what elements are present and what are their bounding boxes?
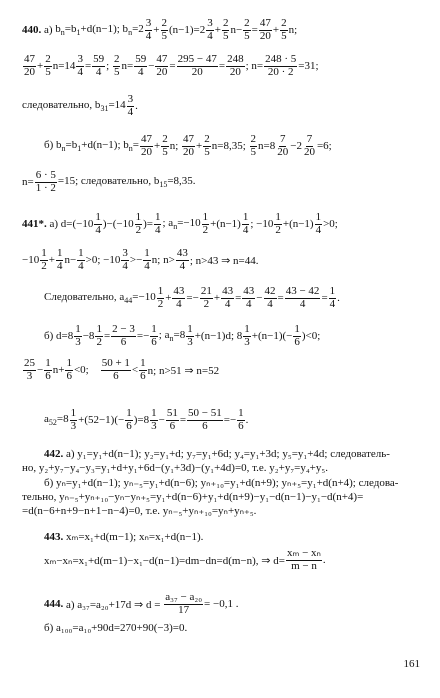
text: =31; <box>298 60 319 73</box>
text: . <box>337 292 340 305</box>
text: б) $b_n=b_1+d(n-1)$; $b_n=$ <box>44 139 139 154</box>
text: −2 <box>290 140 302 153</box>
text: n+ <box>52 364 65 377</box>
text: − <box>256 292 263 305</box>
text: +(n−1) <box>282 218 314 231</box>
fraction: $\frac{1}{6}$ <box>126 407 132 432</box>
text: =6; <box>316 140 332 153</box>
text: n=8,35; <box>211 140 246 153</box>
text: ; $a_n=8$ <box>158 329 186 344</box>
text: >0; −10 <box>85 254 121 267</box>
text: n; <box>169 140 179 153</box>
text: n= <box>121 60 134 73</box>
fraction: $\frac{1}{6}$ <box>140 357 146 382</box>
text: xₘ=x₁+d(m−1); xₙ=x₁+d(n−1). <box>66 531 204 543</box>
fraction: $\frac{47}{20}$ <box>24 53 35 78</box>
fraction: $\frac{2}{5}$ <box>281 17 287 42</box>
text: б) yₙ=y₁+d(n−1); yₙ₋₅=y₁+d(n−6); yₙ₊₁₀=y₁+d(n+9); yₙ₊₅=y₁+d(n+4); следова- <box>44 477 399 489</box>
fraction: $\frac{1}{6}$ <box>238 407 244 432</box>
text: тельно, yₙ₋₅+yₙ₊₁₀−yₙ−yₙ₊₅=y₁+d(n−6)+y₁+d(n+9)−y₁−d(n−1)−y₁−d(n+4)= <box>22 491 364 503</box>
p440-line3: следовательно, $b_{31}=14$ $\frac{3}{4}$ . <box>22 93 138 118</box>
text: следовательно, $b_{31}=14$ <box>22 99 126 114</box>
text: б) d=8 <box>44 330 74 343</box>
fraction: $\frac{1}{4}$ <box>78 247 84 272</box>
text: но, y₂+y₇−y₄−y₃=y₁+d+y₁+6d−(y₁+3d)−(y₁+4d)=0, т.е. y₂+y₇=y₄+y₅. <box>22 462 328 474</box>
text: =15; следовательно, $b_{15}=8,35$. <box>57 175 196 190</box>
fraction: $\frac{43}{4}$ <box>243 285 255 310</box>
fraction: $\frac{1}{3}$ <box>75 323 81 348</box>
text: n; <box>288 24 298 37</box>
text: = <box>84 60 92 73</box>
fraction: $\frac{1}{4}$ <box>56 247 63 272</box>
text: $a_{52}=8$ <box>44 413 69 428</box>
p441-line2 <box>22 248 259 272</box>
text: n=14 <box>52 60 76 73</box>
text: $b_n=b_1+d(n-1)$; $b_n=2$ <box>55 23 144 38</box>
text: n− <box>64 254 77 267</box>
text: )=8 <box>133 414 150 427</box>
text: >0; <box>323 218 338 231</box>
text: ; $a_n=-10$ <box>162 217 201 232</box>
fraction: $\frac{1}{6}$ <box>66 357 72 382</box>
p444-line1 <box>44 592 238 616</box>
problem-number: 444. <box>44 598 64 611</box>
fraction: $\frac{2}{5}$ <box>113 53 120 78</box>
fraction: $\frac{21}{2}$ <box>200 285 212 310</box>
text: . <box>322 554 326 567</box>
text: а) a₃₇=a₂₀+17d ⇒ d = <box>66 598 161 611</box>
text: = <box>218 60 226 73</box>
problem-number: 440. <box>22 24 42 37</box>
fraction: $\frac{1}{3}$ <box>244 323 250 348</box>
p441-line3: Следовательно, $a_{44}=-10$ $\frac{1}{2}$ + $\frac{43}{4}$ =− $\frac{21}{2}$ + $\frac{43}{4}$ = $\frac{43}{4}$ − $\frac{42}{4}$ = $\frac{43 - 42}{4}$ = $\frac{1}{4}$ . <box>44 285 340 310</box>
fraction: $\frac{1}{6}$ <box>294 323 300 348</box>
text: а) y₁=y₁+d(n−1); y₂=y₁+d; y₇=y₁+6d; y₄=y₁+3d; y₅=y₁+4d; следователь- <box>66 448 390 460</box>
text: >− <box>129 254 143 267</box>
text: + <box>153 24 160 37</box>
text: n=8 <box>258 140 276 153</box>
text: n= <box>22 176 34 189</box>
text: )= <box>143 218 153 231</box>
text: < <box>131 364 139 377</box>
text: = <box>277 292 284 305</box>
fraction: $\frac{47}{20}$ <box>259 17 271 42</box>
p442-line4 <box>22 490 363 503</box>
text: =− <box>186 292 199 305</box>
fraction: $\frac{43}{4}$ <box>176 247 188 272</box>
fraction: $\frac{6 \cdot 5}{1 \cdot 2}$ <box>35 169 56 194</box>
text: )−(−10 <box>102 218 134 231</box>
text: − <box>158 414 165 427</box>
text: )<0; <box>301 330 321 343</box>
fraction: $\frac{2}{5}$ <box>204 133 210 158</box>
page-number: 161 <box>403 658 420 670</box>
fraction: $\frac{2 - 3}{6}$ <box>112 323 135 348</box>
fraction: $\frac{1}{4}$ <box>95 211 101 236</box>
p442-line3 <box>44 476 398 489</box>
fraction: $\frac{\text{xₘ − xₙ}}{m - n}$ <box>286 547 321 572</box>
problem-number: 442. <box>44 448 64 460</box>
text: а) d=(−10 <box>49 218 94 231</box>
text: . <box>245 414 249 427</box>
text: = <box>251 24 258 37</box>
text: +(n−1) <box>210 218 241 231</box>
text: xₘ−xₙ=x₁+d(m−1)−x₁−d(n−1)=dm−dn=d(m−n), ⇒ d= <box>44 554 285 567</box>
fraction: $\frac{50 + 1}{6}$ <box>101 357 130 382</box>
fraction: $\frac{7}{20}$ <box>303 133 315 158</box>
text: −8 <box>82 330 95 343</box>
fraction: $\frac{2}{5}$ <box>222 17 229 42</box>
fraction: $\frac{3}{4}$ <box>127 93 134 118</box>
fraction: $\frac{1}{3}$ <box>187 323 193 348</box>
text: (n−1)=2 <box>169 24 206 37</box>
fraction: $\frac{2}{5}$ <box>244 17 250 42</box>
problem-number: 443. <box>44 531 64 543</box>
p440-line1 <box>22 18 297 42</box>
fraction: $\frac{2}{5}$ <box>250 133 257 158</box>
p441-line5 <box>22 358 219 382</box>
fraction: $\frac{43}{4}$ <box>222 285 234 310</box>
fraction: $\frac{1}{4}$ <box>242 211 249 236</box>
text: n− <box>230 24 243 37</box>
text: −10 <box>22 254 40 267</box>
text: n; n>51 ⇒ n=52 <box>147 364 220 377</box>
fraction: $\frac{1}{3}$ <box>70 407 77 432</box>
text: +(52−1)(− <box>78 414 125 427</box>
p441-line1 <box>22 212 338 236</box>
text: ; −10 <box>250 218 274 231</box>
fraction: $\frac{1}{2}$ <box>275 211 281 236</box>
fraction: $\frac{3}{4}$ <box>145 17 152 42</box>
text: − <box>37 364 44 377</box>
fraction: $\frac{2}{5}$ <box>162 133 168 158</box>
text: б) a₁₀₀=a₁₀+90d=270+90(−3)=0. <box>44 622 188 634</box>
fraction: $\frac{1}{4}$ <box>329 285 336 310</box>
fraction: $\frac{1}{2}$ <box>135 211 142 236</box>
fraction: $\frac{3}{4}$ <box>77 53 83 78</box>
text: = <box>235 292 242 305</box>
fraction: $\frac{7}{20}$ <box>277 133 289 158</box>
p443-line1 <box>44 530 203 543</box>
fraction: $\frac{295 - 47}{20}$ <box>177 53 217 78</box>
p442-line5 <box>22 504 256 517</box>
text: а) <box>44 24 53 37</box>
text: =d(n−6+n+9−n+1−n−4)=0, т.е. yₙ₋₅+yₙ₊₁₀=yₙ+yₙ₊₅. <box>22 505 257 517</box>
fraction: $\frac{42}{4}$ <box>264 285 276 310</box>
fraction: $\frac{59}{4}$ <box>135 53 147 78</box>
fraction: $\frac{\text{a₃₇ − a₂₀}}{17}$ <box>165 591 203 616</box>
text: ; <box>106 60 110 73</box>
p440-line5 <box>22 170 196 194</box>
text: ; n>43 ⇒ n=44. <box>189 254 259 267</box>
problem-number: 441*. <box>22 218 47 231</box>
fraction: $\frac{50 - 51}{6}$ <box>188 407 222 432</box>
p440-line2: $\frac{47}{20}$ + $\frac{2}{5}$ n=14 $\frac{3}{4}$ = $\frac{59}{4}$ ; $\frac{2}{5}$ n= $\frac{59}{4}$ − $\frac{47}{20}$ = $\frac{295 - 47}{20}$ = $\frac{248}{20}$ ; n= $\frac{248 \cdot 5}{20 \cdot 2}$ =31; <box>24 53 319 78</box>
p442-line2 <box>22 462 328 474</box>
fraction: $\frac{1}{2}$ <box>202 211 209 236</box>
fraction: $\frac{1}{6}$ <box>45 357 51 382</box>
fraction: $\frac{25}{3}$ <box>24 357 35 382</box>
fraction: $\frac{43}{4}$ <box>173 285 185 310</box>
text: + <box>154 140 161 153</box>
text: =− <box>136 330 150 343</box>
p440-line4 <box>44 134 332 158</box>
fraction: $\frac{43 - 42}{4}$ <box>285 285 320 310</box>
text: = <box>321 292 328 305</box>
text: Следовательно, $a_{44}=-10$ <box>44 291 156 306</box>
fraction: $\frac{1}{3}$ <box>151 407 157 432</box>
fraction: $\frac{51}{6}$ <box>166 407 178 432</box>
text: +(n−1)d; 8 <box>194 330 243 343</box>
fraction: $\frac{248}{20}$ <box>227 53 244 78</box>
text: = −0,1 . <box>204 598 239 611</box>
text: n; n> <box>151 254 175 267</box>
p444-line2 <box>44 622 187 634</box>
fraction: $\frac{1}{2}$ <box>157 285 164 310</box>
p442-line1 <box>44 448 390 460</box>
fraction: $\frac{47}{20}$ <box>183 133 195 158</box>
p441-line4: б) d=8 $\frac{1}{3}$ −8 $\frac{1}{2}$ = $\frac{2 - 3}{6}$ =− $\frac{1}{6}$ ; $a_n=8$ $\frac{1}{3}$ +(n−1)d; 8 $\frac{1}{3}$ +(n−1)(− $\frac{1}{6}$ )<0; <box>44 323 321 348</box>
fraction: $\frac{1}{2}$ <box>96 323 102 348</box>
text: + <box>48 254 55 267</box>
text: + <box>214 24 221 37</box>
fraction: $\frac{1}{4}$ <box>144 247 150 272</box>
fraction: $\frac{3}{4}$ <box>122 247 128 272</box>
p441-line6: $a_{52}=8$ $\frac{1}{3}$ +(52−1)(− $\frac{1}{6}$ )=8 $\frac{1}{3}$ − $\frac{51}{6}$ = $\frac{50 - 51}{6}$ =− $\frac{1}{6}$ . <box>44 407 249 432</box>
text: + <box>272 24 280 37</box>
fraction: $\frac{1}{6}$ <box>151 323 157 348</box>
text: <0; <box>73 364 89 377</box>
fraction: $\frac{47}{20}$ <box>141 133 152 158</box>
text: = <box>169 60 176 73</box>
fraction: $\frac{2}{5}$ <box>45 53 51 78</box>
text: =− <box>223 414 237 427</box>
fraction: $\frac{2}{5}$ <box>161 17 167 42</box>
text: + <box>37 60 44 73</box>
text: ; n= <box>245 60 264 73</box>
fraction: $\frac{3}{4}$ <box>207 17 213 42</box>
fraction: $\frac{1}{4}$ <box>154 211 161 236</box>
fraction: $\frac{59}{4}$ <box>93 53 105 78</box>
fraction: $\frac{1}{4}$ <box>315 211 322 236</box>
fraction: $\frac{1}{2}$ <box>41 247 47 272</box>
fraction: $\frac{47}{20}$ <box>156 53 168 78</box>
p443-line2 <box>44 548 326 572</box>
text: +(n−1)(− <box>251 330 293 343</box>
fraction: $\frac{248 \cdot 5}{20 \cdot 2}$ <box>265 53 297 78</box>
text: + <box>196 140 203 153</box>
